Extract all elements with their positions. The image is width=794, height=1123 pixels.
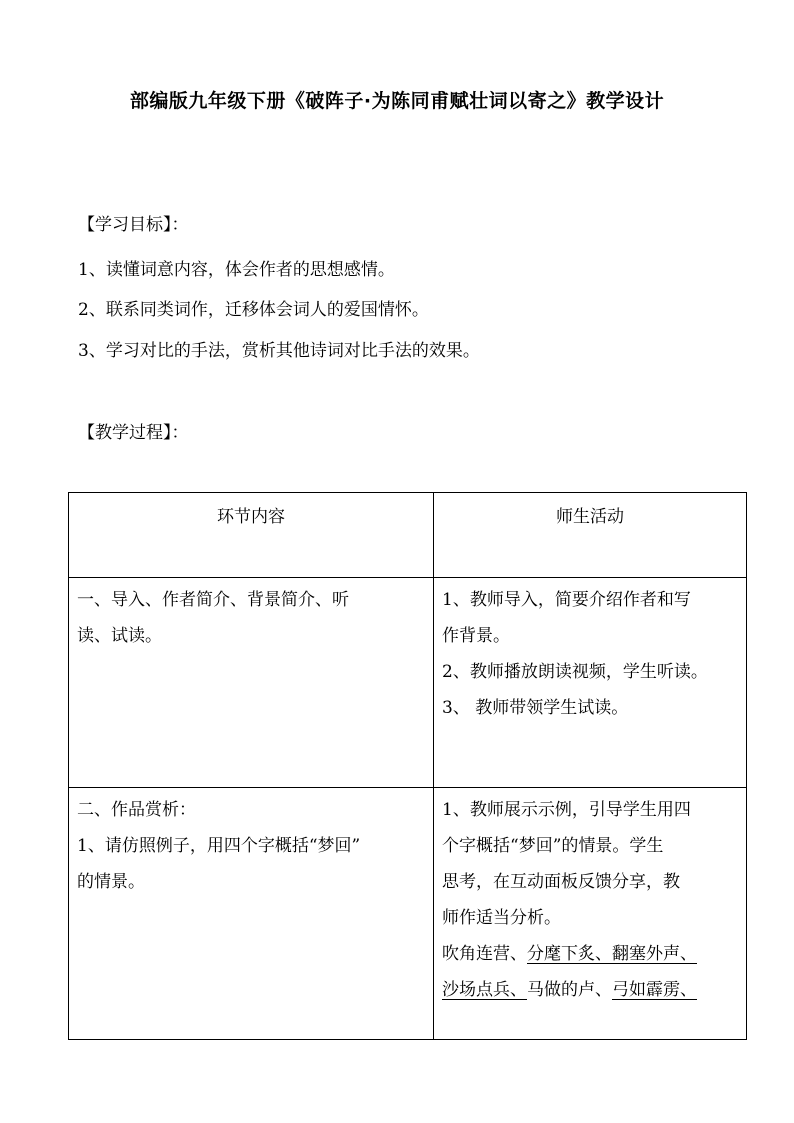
row1-activity-cell <box>434 578 747 788</box>
row1-activity-line: 2、教师播放朗读视频，学生听读。 <box>442 662 708 682</box>
row2-content-line: 的情景。 <box>77 872 145 892</box>
goal-item-2: 2、联系同类词作，迁移体会词人的爱国情怀。 <box>78 300 429 320</box>
row2-activity-line: 1、教师展示示例，引导学生用四 <box>442 800 691 820</box>
row2-activity-line: 师作适当分析。 <box>442 908 561 928</box>
example-phrase: 吹角连营、 <box>442 944 527 964</box>
row2-example-line <box>442 936 738 972</box>
example-phrase-underlined: 沙场点兵、 <box>442 980 527 1000</box>
table-row <box>69 578 747 788</box>
row2-activity-cell <box>434 788 747 1040</box>
process-table <box>68 492 747 1040</box>
table-row <box>69 788 747 1040</box>
row1-content-cell <box>69 578 434 788</box>
example-phrase-underlined: 分麾下炙、 <box>527 944 612 964</box>
goal-item-1: 1、读懂词意内容，体会作者的思想感情。 <box>78 260 395 280</box>
process-heading: 【教学过程】： <box>78 423 189 443</box>
row1-activity-line: 3、 教师带领学生试读。 <box>442 698 629 718</box>
document-title: 部编版九年级下册《破阵子·为陈同甫赋壮词以寄之》教学设计 <box>129 90 665 112</box>
header-cell-content: 环节内容 <box>69 493 434 578</box>
row2-content-line: 二、作品赏析： <box>77 800 196 820</box>
row1-activity-line: 作背景。 <box>442 626 510 646</box>
row2-activity-line: 个字概括“梦回”的情景。学生 <box>442 836 664 856</box>
goal-item-3: 3、学习对比的手法，赏析其他诗词对比手法的效果。 <box>78 341 480 361</box>
example-phrase-underlined: 翻塞外声、 <box>612 944 697 964</box>
table-header-row <box>69 493 747 578</box>
row1-content-line: 读、试读。 <box>77 626 162 646</box>
example-phrase-underlined: 弓如霹雳、 <box>612 980 697 1000</box>
goals-heading: 【学习目标】： <box>78 215 189 235</box>
row2-content-line: 1、请仿照例子，用四个字概括“梦回” <box>77 836 361 856</box>
example-phrase: 马做的卢、 <box>527 980 612 1000</box>
header-cell-activity: 师生活动 <box>434 493 747 578</box>
row1-activity-line: 1、教师导入，简要介绍作者和写 <box>442 590 691 610</box>
row2-content-cell <box>69 788 434 1040</box>
row1-content-line: 一、导入、作者简介、背景简介、听 <box>77 590 349 610</box>
row2-example-line <box>442 972 738 1008</box>
row2-activity-line: 思考，在互动面板反馈分享，教 <box>442 872 680 892</box>
